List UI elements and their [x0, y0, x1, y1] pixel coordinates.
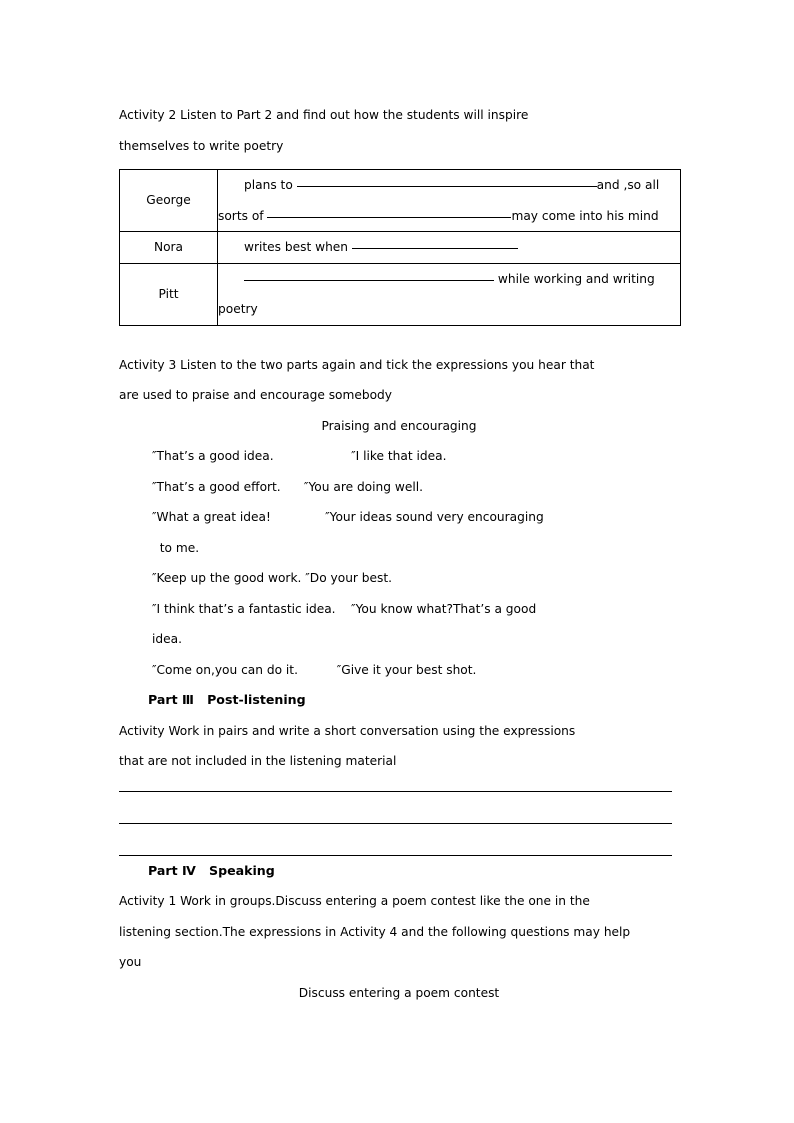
statement-text: while working and writing — [494, 271, 655, 286]
statement-text: may come into his mind — [511, 208, 659, 223]
statement-line-1 — [218, 264, 680, 295]
activity2-instruction-line1: Activity 2 Listen to Part 2 and find out how the students will inspire — [119, 108, 529, 122]
expression-line[interactable]: ″What a great idea! ″Your ideas sound very encouraging — [152, 510, 544, 524]
expression-line[interactable]: ″That’s a good effort. ″You are doing well. — [152, 479, 423, 494]
statement-text: plans to — [244, 178, 297, 192]
part4-box-title: Discuss entering a poem contest — [298, 985, 500, 1000]
statement-line-2: poetry — [218, 302, 258, 316]
table-row — [120, 263, 681, 325]
table-cell-statement-nora — [218, 232, 681, 264]
activity2-instruction-line2: themselves to write poetry — [119, 138, 284, 153]
table-cell-statement-pitt — [218, 263, 681, 325]
fill-blank[interactable] — [244, 268, 494, 281]
table-row — [120, 232, 681, 264]
inspiration-table — [119, 169, 681, 326]
fill-blank[interactable] — [297, 174, 597, 187]
table-cell-name-george: George — [120, 170, 218, 232]
spacer — [119, 824, 679, 855]
expression-line[interactable]: ″Come on,you can do it. ″Give it your best shot. — [152, 662, 477, 677]
praising-box-title: Praising and encouraging — [321, 418, 477, 433]
part4-activity-line2: listening section.The expressions in Activity 4 and the following questions may help — [119, 924, 631, 939]
activity3-instruction-line2: are used to praise and encourage somebody — [119, 388, 393, 402]
table-cell-statement-george — [218, 170, 681, 232]
statement-line-1 — [218, 232, 680, 263]
part3-activity-line1: Activity Work in pairs and write a short conversation using the expressions — [119, 723, 576, 738]
activity3-instruction-line1: Activity 3 Listen to the two parts again and tick the expressions you hear that — [119, 357, 595, 372]
statement-text: writes best when — [244, 240, 352, 254]
spacer — [119, 326, 679, 350]
statement-line-2 — [218, 201, 680, 232]
table-row — [120, 170, 681, 232]
part4-activity-line1: Activity 1 Work in groups.Discuss entering a poem contest like the one in the — [119, 894, 590, 908]
fill-blank[interactable] — [352, 236, 518, 249]
expression-line[interactable]: ″I think that’s a fantastic idea. ″You know what?That’s a good — [152, 601, 537, 616]
statement-text: and ,so all — [596, 178, 660, 192]
part3-heading: Part Ⅲ Post-listening — [148, 692, 306, 707]
expression-line[interactable]: ″That’s a good idea. ″I like that idea. — [152, 449, 447, 463]
fill-blank[interactable] — [267, 205, 511, 218]
spacer — [119, 161, 679, 169]
table-cell-name-pitt: Pitt — [120, 263, 218, 325]
document-content — [119, 100, 679, 1008]
table-cell-name-nora: Nora — [120, 232, 218, 264]
spacer — [119, 792, 679, 823]
part3-activity-line2: that are not included in the listening material — [119, 754, 397, 768]
expression-line[interactable]: ″Keep up the good work. ″Do your best. — [152, 571, 393, 585]
answer-area[interactable] — [119, 777, 679, 856]
statement-line-1 — [218, 170, 680, 201]
statement-text: sorts of — [218, 208, 268, 223]
expression-line-continuation: to me. — [152, 540, 200, 555]
part4-activity-line3: you — [119, 955, 142, 969]
expression-line-continuation: idea. — [152, 632, 182, 646]
part4-heading: Part Ⅳ Speaking — [148, 862, 275, 878]
